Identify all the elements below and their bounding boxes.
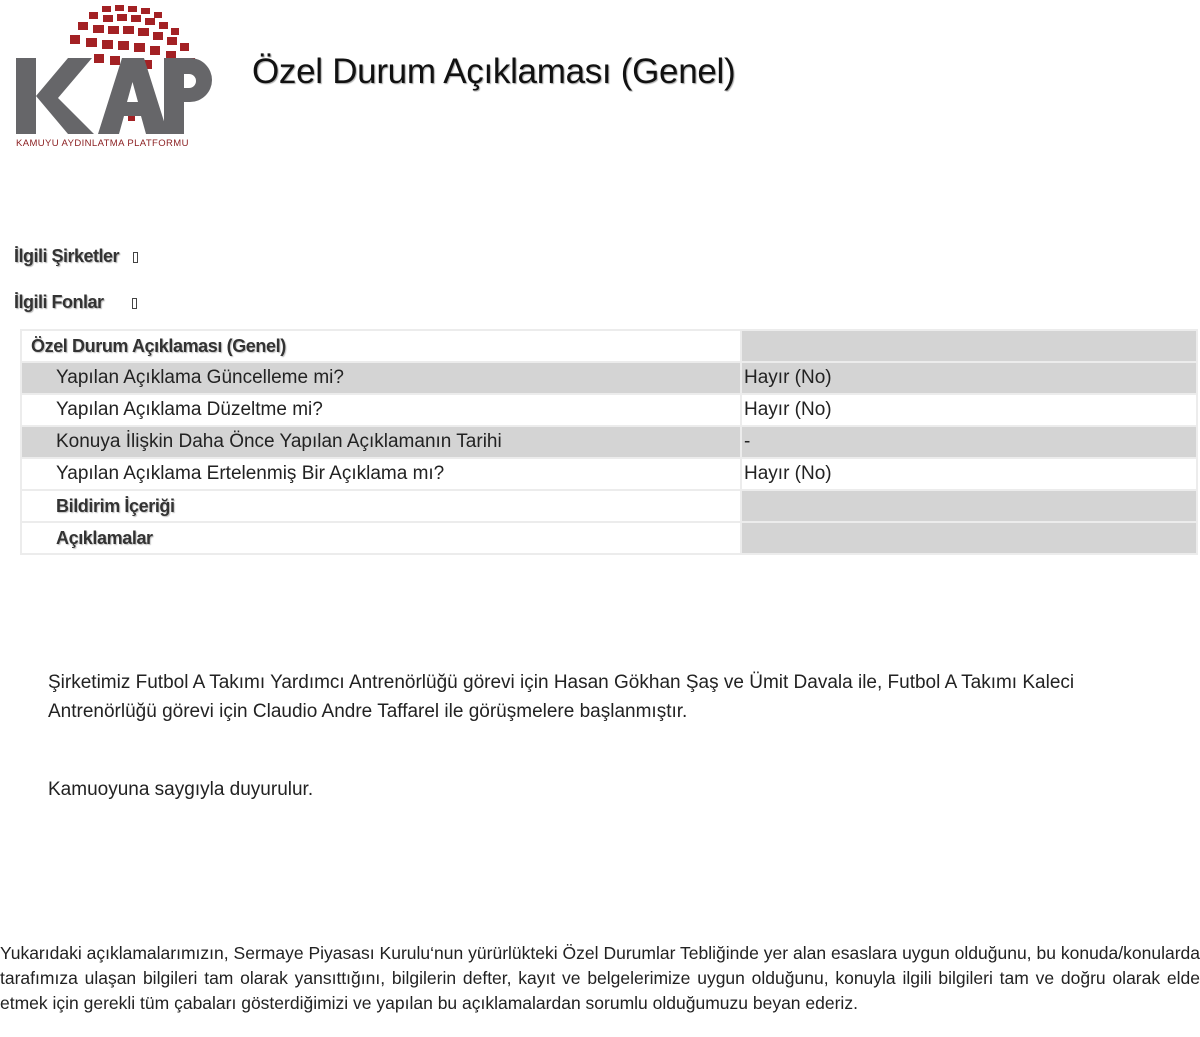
section-title: Özel Durum Açıklaması (Genel) [21, 330, 741, 362]
related-companies-toggle[interactable] [14, 246, 138, 267]
table-row [21, 426, 1197, 458]
field-label: Yapılan Açıklama Düzeltme mi? [21, 394, 741, 426]
closing-text: Kamuoyuna saygıyla duyurulur. [48, 779, 314, 800]
related-companies-label: İlgili Şirketler [14, 246, 120, 266]
related-funds-toggle[interactable] [14, 292, 137, 313]
field-label: Yapılan Açıklama Ertelenmiş Bir Açıklama mı? [21, 458, 741, 490]
field-label: Yapılan Açıklama Güncelleme mi? [21, 362, 741, 394]
explanations-value [741, 522, 1197, 554]
notification-content-label: Bildirim İçeriği [21, 490, 741, 522]
field-label: Konuya İlişkin Daha Önce Yapılan Açıklamanın Tarihi [21, 426, 741, 458]
announcement-text: Şirketimiz Futbol A Takımı Yardımcı Antrenörlüğü görevi için Hasan Gökhan Şaş ve Ümit Davala ile, Futbol A Takımı Kaleci Antrenörlüğü görevi için Claudio Andre Taffarel ile görüşmelere başlanmıştır. [48, 672, 1075, 722]
disclosure-table [20, 329, 1198, 555]
field-value: Hayır (No) [741, 362, 1197, 394]
logo-tagline: KAMUYU AYDINLATMA PLATFORMU [16, 138, 189, 149]
legal-disclaimer: Yukarıdaki açıklamalarımızın, Sermaye Piyasası Kurulu‘nun yürürlükteki Özel Durumlar Tebliğinde yer alan esaslara uygun olduğunu, bu konuda/konularda tarafımıza ulaşan bilgileri tam olarak yansıttığını, bilgilerin defter, kayıt ve belgelerimize uygun olduğunu, konuyla ilgili bilgileri tam ve doğru olarak elde etmek için gerekli tüm çabaları gösterdiğimizi ve yapılan bu açıklamalardan sorumlu olduğumuzu beyan ederiz. [0, 943, 1200, 1013]
kap-logo [14, 2, 214, 154]
table-row [21, 458, 1197, 490]
field-value: Hayır (No) [741, 458, 1197, 490]
notification-content-value [741, 490, 1197, 522]
section-header-row [21, 330, 1197, 362]
field-value: Hayır (No) [741, 394, 1197, 426]
explanations-label: Açıklamalar [21, 522, 741, 554]
explanations-row [21, 522, 1197, 554]
notification-content-row [21, 490, 1197, 522]
section-value-cell [741, 330, 1197, 362]
expand-icon[interactable] [132, 298, 137, 309]
related-funds-label: İlgili Fonlar [14, 292, 104, 312]
expand-icon[interactable] [133, 252, 138, 263]
field-value: - [741, 426, 1197, 458]
page-title: Özel Durum Açıklaması (Genel) [252, 52, 736, 91]
table-row [21, 362, 1197, 394]
kap-logo-mark [14, 2, 214, 142]
table-row [21, 394, 1197, 426]
